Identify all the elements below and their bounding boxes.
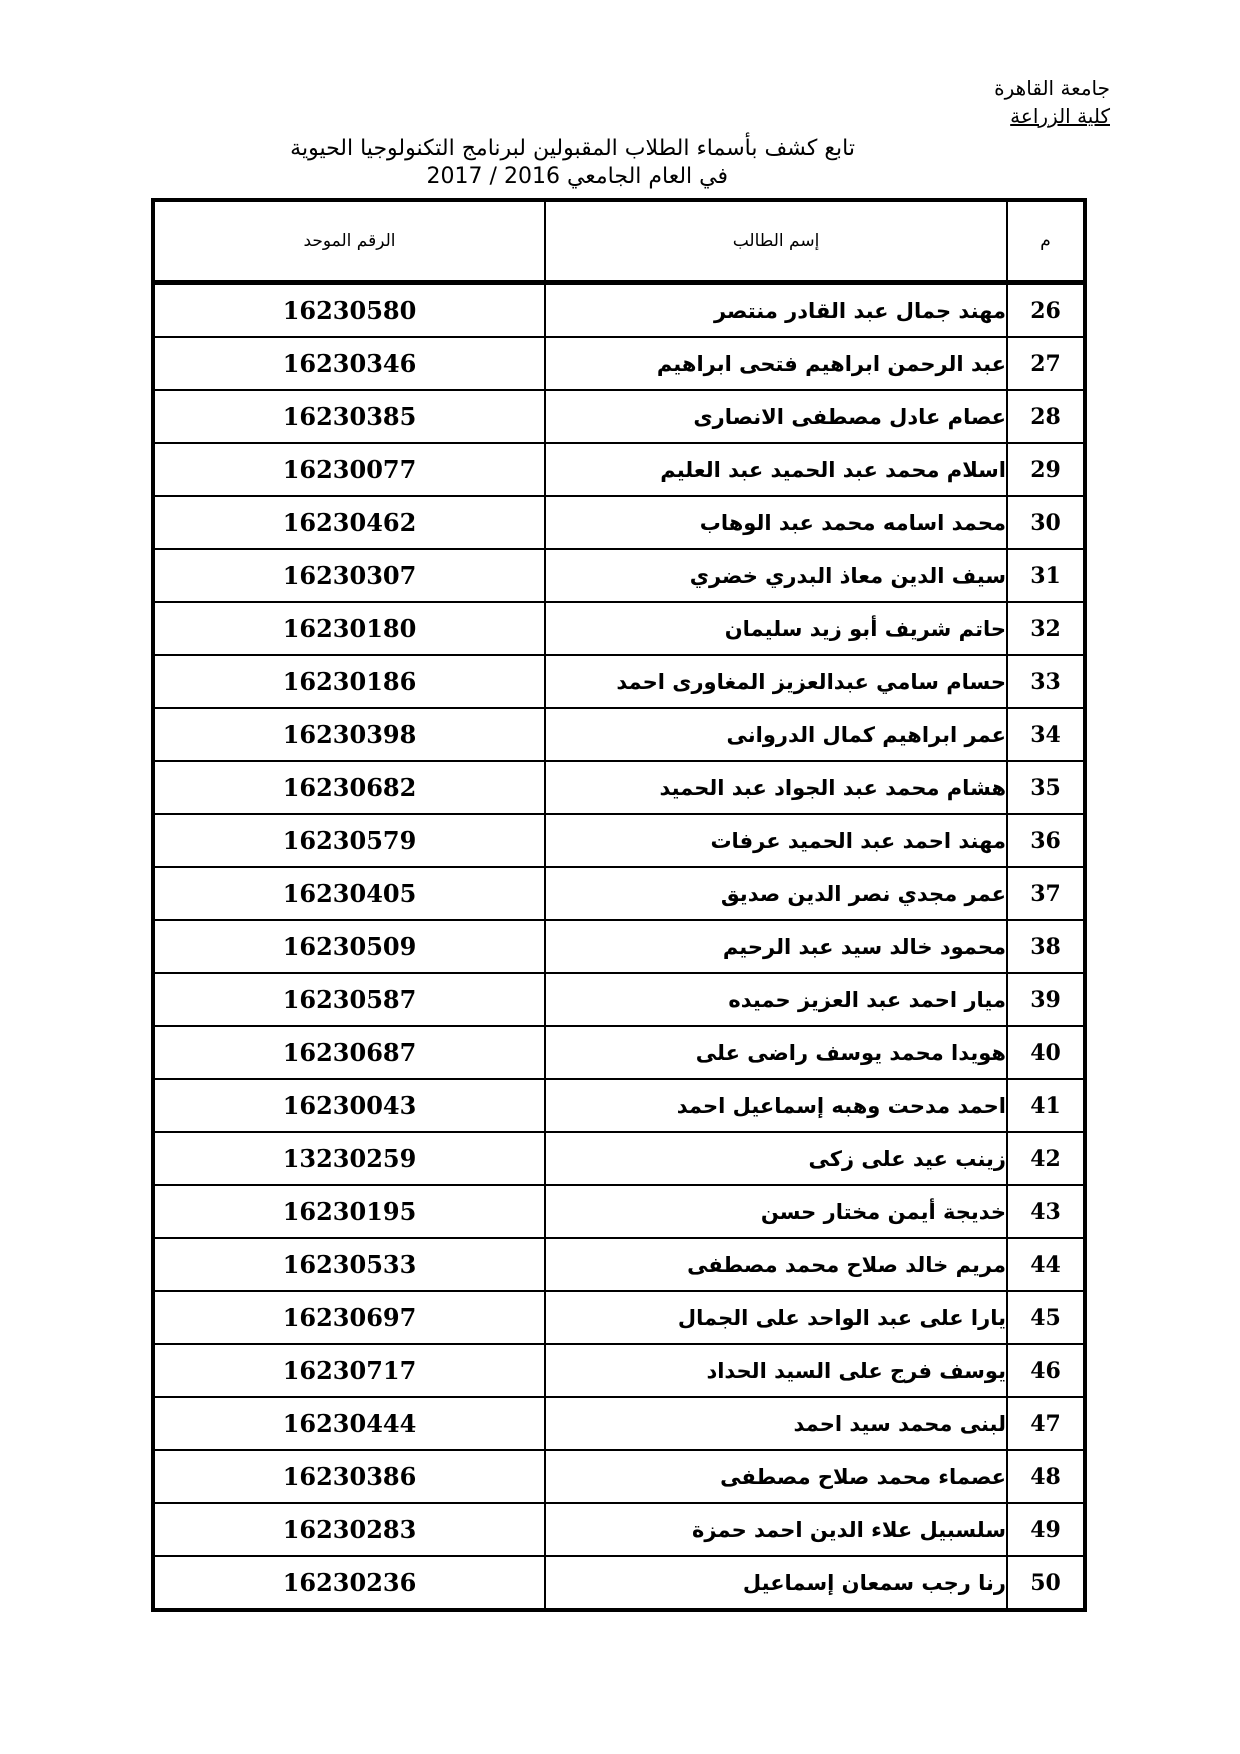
- student-name: يارا على عبد الواحد على الجمال: [545, 1291, 1007, 1344]
- student-name: عمر مجدي نصر الدين صديق: [545, 867, 1007, 920]
- row-number: 46: [1007, 1344, 1085, 1397]
- student-id: 16230580: [153, 283, 545, 338]
- table-row: [153, 1079, 1085, 1132]
- table-row: [153, 390, 1085, 443]
- student-name: اسلام محمد عبد الحميد عبد العليم: [545, 443, 1007, 496]
- row-number: 40: [1007, 1026, 1085, 1079]
- table-row: [153, 920, 1085, 973]
- table-row: [153, 1450, 1085, 1503]
- row-number: 30: [1007, 496, 1085, 549]
- row-number: 29: [1007, 443, 1085, 496]
- student-name: يوسف فرج على السيد الحداد: [545, 1344, 1007, 1397]
- table-row: [153, 761, 1085, 814]
- column-header-number: م: [1007, 200, 1085, 283]
- student-id: 16230398: [153, 708, 545, 761]
- student-name: عمر ابراهيم كمال الدروانى: [545, 708, 1007, 761]
- table-row: [153, 973, 1085, 1026]
- student-name: خديجة أيمن مختار حسن: [545, 1185, 1007, 1238]
- table-row: [153, 1238, 1085, 1291]
- row-number: 42: [1007, 1132, 1085, 1185]
- student-name: مهند احمد عبد الحميد عرفات: [545, 814, 1007, 867]
- table-row: [153, 1132, 1085, 1185]
- table-row: [153, 1503, 1085, 1556]
- row-number: 49: [1007, 1503, 1085, 1556]
- student-id: 16230462: [153, 496, 545, 549]
- table-row: [153, 549, 1085, 602]
- student-name: محمود خالد سيد عبد الرحيم: [545, 920, 1007, 973]
- row-number: 50: [1007, 1556, 1085, 1610]
- student-id: 16230587: [153, 973, 545, 1026]
- row-number: 37: [1007, 867, 1085, 920]
- document-header: [994, 74, 1110, 130]
- student-id: 13230259: [153, 1132, 545, 1185]
- student-id: 16230697: [153, 1291, 545, 1344]
- student-id: 16230307: [153, 549, 545, 602]
- student-name: مهند جمال عبد القادر منتصر: [545, 283, 1007, 338]
- student-name: حسام سامي عبدالعزيز المغاورى احمد: [545, 655, 1007, 708]
- student-id: 16230195: [153, 1185, 545, 1238]
- students-table: [151, 198, 1087, 1612]
- table-row: [153, 602, 1085, 655]
- table-body: [153, 283, 1085, 1611]
- student-id: 16230236: [153, 1556, 545, 1610]
- table-row: [153, 443, 1085, 496]
- table-row: [153, 708, 1085, 761]
- student-name: سلسبيل علاء الدين احمد حمزة: [545, 1503, 1007, 1556]
- student-name: لبنى محمد سيد احمد: [545, 1397, 1007, 1450]
- table-header-row: [153, 200, 1085, 283]
- row-number: 32: [1007, 602, 1085, 655]
- student-id: 16230283: [153, 1503, 545, 1556]
- row-number: 28: [1007, 390, 1085, 443]
- student-name: عصام عادل مصطفى الانصارى: [545, 390, 1007, 443]
- table-row: [153, 1185, 1085, 1238]
- table-row: [153, 337, 1085, 390]
- title-line-2: في العام الجامعي 2016 / 2017: [426, 164, 728, 189]
- student-name: هشام محمد عبد الجواد عبد الحميد: [545, 761, 1007, 814]
- table-row: [153, 1026, 1085, 1079]
- column-header-unified-id: الرقم الموحد: [153, 200, 545, 283]
- student-id: 16230180: [153, 602, 545, 655]
- row-number: 35: [1007, 761, 1085, 814]
- student-id: 16230533: [153, 1238, 545, 1291]
- title-line-1: تابع كشف بأسماء الطلاب المقبولين لبرنامج التكنولوجيا الحيوية: [290, 136, 855, 161]
- university-name: جامعة القاهرة: [994, 76, 1110, 100]
- table-row: [153, 496, 1085, 549]
- table-row: [153, 655, 1085, 708]
- row-number: 45: [1007, 1291, 1085, 1344]
- row-number: 44: [1007, 1238, 1085, 1291]
- faculty-name: كلية الزراعة: [1010, 104, 1110, 128]
- student-id: 16230077: [153, 443, 545, 496]
- student-name: عبد الرحمن ابراهيم فتحى ابراهيم: [545, 337, 1007, 390]
- student-id: 16230579: [153, 814, 545, 867]
- student-name: احمد مدحت وهبه إسماعيل احمد: [545, 1079, 1007, 1132]
- row-number: 36: [1007, 814, 1085, 867]
- row-number: 33: [1007, 655, 1085, 708]
- table-row: [153, 867, 1085, 920]
- student-id: 16230186: [153, 655, 545, 708]
- student-name: مريم خالد صلاح محمد مصطفى: [545, 1238, 1007, 1291]
- student-name: رنا رجب سمعان إسماعيل: [545, 1556, 1007, 1610]
- student-id: 16230717: [153, 1344, 545, 1397]
- student-name: حاتم شريف أبو زيد سليمان: [545, 602, 1007, 655]
- student-id: 16230687: [153, 1026, 545, 1079]
- row-number: 31: [1007, 549, 1085, 602]
- table-row: [153, 1291, 1085, 1344]
- table-row: [153, 283, 1085, 338]
- student-name: محمد اسامه محمد عبد الوهاب: [545, 496, 1007, 549]
- row-number: 38: [1007, 920, 1085, 973]
- table-row: [153, 1344, 1085, 1397]
- student-name: ميار احمد عبد العزيز حميده: [545, 973, 1007, 1026]
- table-row: [153, 1556, 1085, 1610]
- student-name: عصماء محمد صلاح مصطفى: [545, 1450, 1007, 1503]
- student-id: 16230405: [153, 867, 545, 920]
- row-number: 34: [1007, 708, 1085, 761]
- student-id: 16230386: [153, 1450, 545, 1503]
- row-number: 43: [1007, 1185, 1085, 1238]
- student-id: 16230682: [153, 761, 545, 814]
- row-number: 47: [1007, 1397, 1085, 1450]
- row-number: 48: [1007, 1450, 1085, 1503]
- student-name: زينب عيد على زكى: [545, 1132, 1007, 1185]
- student-name: هويدا محمد يوسف راضى على: [545, 1026, 1007, 1079]
- student-id: 16230043: [153, 1079, 545, 1132]
- column-header-student-name: إسم الطالب: [545, 200, 1007, 283]
- row-number: 27: [1007, 337, 1085, 390]
- student-id: 16230385: [153, 390, 545, 443]
- student-id: 16230444: [153, 1397, 545, 1450]
- row-number: 39: [1007, 973, 1085, 1026]
- row-number: 26: [1007, 283, 1085, 338]
- student-id: 16230509: [153, 920, 545, 973]
- row-number: 41: [1007, 1079, 1085, 1132]
- table-row: [153, 1397, 1085, 1450]
- student-name: سيف الدين معاذ البدري خضري: [545, 549, 1007, 602]
- student-id: 16230346: [153, 337, 545, 390]
- table-row: [153, 814, 1085, 867]
